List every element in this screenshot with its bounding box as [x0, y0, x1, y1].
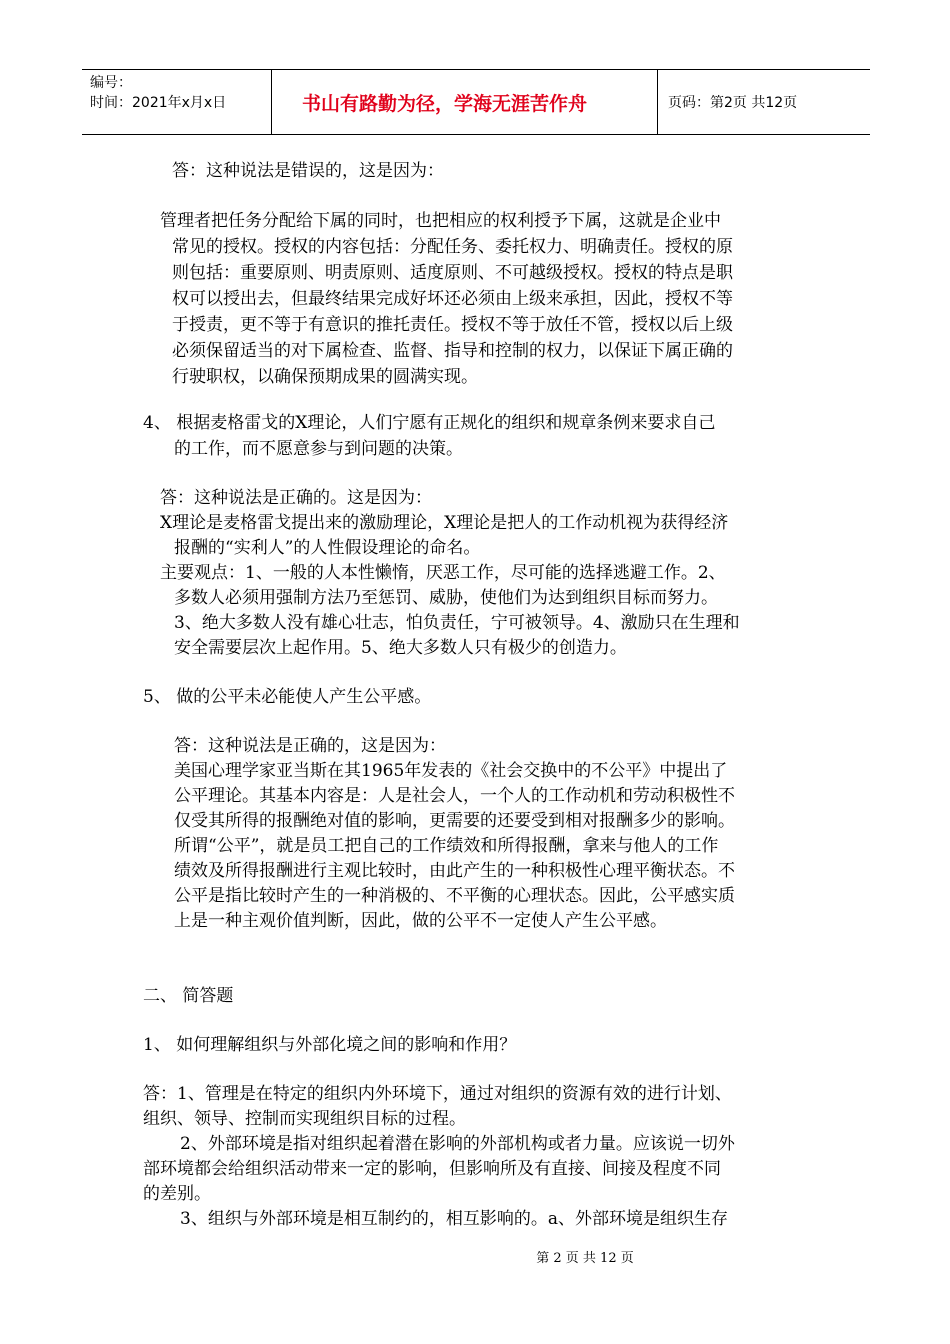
question-item: 4、 根据麦格雷戈的X理论，人们宁愿有正规化的组织和规章条例来要求自己	[143, 413, 716, 433]
page-header	[82, 69, 870, 135]
text-line: 的工作，而不愿意参与到问题的决策。	[174, 439, 463, 459]
text-line: 答：1、管理是在特定的组织内外环境下，通过对组织的资源有效的进行计划、	[143, 1084, 732, 1104]
text-line: 2、外部环境是指对组织起着潜在影响的外部机构或者力量。应该说一切外	[180, 1134, 735, 1154]
text-line: 主要观点：1、一般的人本性懒惰，厌恶工作，尽可能的选择逃避工作。2、	[160, 563, 726, 583]
serial-label: 编号：	[90, 75, 132, 91]
header-meta	[82, 70, 272, 134]
text-line: 的差别。	[143, 1184, 211, 1204]
text-line: 多数人必须用强制方法乃至惩罚、威胁，使他们为达到组织目标而努力。	[174, 588, 718, 608]
text-line: 于授责，更不等于有意识的推托责任。授权不等于放任不管，授权以后上级	[172, 315, 733, 335]
text-line: 安全需要层次上起作用。5、绝大多数人只有极少的创造力。	[174, 638, 627, 658]
header-motto: 书山有路勤为径，学海无涯苦作舟	[272, 70, 658, 134]
text-line: 公平是指比较时产生的一种消极的、不平衡的心理状态。因此，公平感实质	[174, 886, 735, 906]
time-label: 时间：2021年x月x日	[90, 95, 227, 111]
section-heading: 二、 简答题	[143, 986, 234, 1006]
header-page-number: 页码：第2页 共12页	[668, 95, 798, 111]
text-line: 美国心理学家亚当斯在其1965年发表的《社会交换中的不公平》中提出了	[174, 761, 728, 781]
question-item: 1、 如何理解组织与外部化境之间的影响和作用？	[143, 1035, 517, 1055]
text-line: 组织、领导、控制而实现组织目标的过程。	[143, 1109, 466, 1129]
text-line: 仅受其所得的报酬绝对值的影响，更需要的还要受到相对报酬多少的影响。	[174, 811, 735, 831]
text-line: 则包括：重要原则、明责原则、适度原则、不可越级授权。授权的特点是职	[172, 263, 733, 283]
text-line: 绩效及所得报酬进行主观比较时，由此产生的一种积极性心理平衡状态。不	[174, 861, 735, 881]
text-line: 3、绝大多数人没有雄心壮志，怕负责任，宁可被领导。4、激励只在生理和	[174, 613, 740, 633]
text-line: X理论是麦格雷戈提出来的激励理论，X理论是把人的工作动机视为获得经济	[160, 513, 729, 533]
question-item: 5、 做的公平未必能使人产生公平感。	[143, 687, 432, 707]
page-footer: 第 2 页 共 12 页	[536, 1251, 634, 1266]
text-line: 答：这种说法是正确的，这是因为：	[174, 736, 446, 756]
text-line: 上是一种主观价值判断，因此，做的公平不一定使人产生公平感。	[174, 911, 667, 931]
text-line: 必须保留适当的对下属检查、监督、指导和控制的权力，以保证下属正确的	[172, 341, 733, 361]
text-line: 常见的授权。授权的内容包括：分配任务、委托权力、明确责任。授权的原	[172, 237, 733, 257]
text-line: 管理者把任务分配给下属的同时，也把相应的权利授予下属，这就是企业中	[160, 211, 721, 231]
text-line: 所谓“公平”，就是员工把自己的工作绩效和所得报酬，拿来与他人的工作	[174, 836, 719, 856]
text-line: 3、组织与外部环境是相互制约的，相互影响的。a、外部环境是组织生存	[180, 1209, 728, 1229]
text-line: 权可以授出去，但最终结果完成好坏还必须由上级来承担，因此，授权不等	[172, 289, 733, 309]
text-line: 答：这种说法是正确的。这是因为：	[160, 488, 432, 508]
text-line: 部环境都会给组织活动带来一定的影响，但影响所及有直接、间接及程度不同	[143, 1159, 721, 1179]
text-line: 答：这种说法是错误的，这是因为：	[172, 161, 444, 181]
text-line: 行驶职权，以确保预期成果的圆满实现。	[172, 367, 478, 387]
text-line: 公平理论。其基本内容是：人是社会人，一个人的工作动机和劳动积极性不	[174, 786, 735, 806]
text-line: 报酬的“实利人”的人性假设理论的命名。	[174, 538, 481, 558]
